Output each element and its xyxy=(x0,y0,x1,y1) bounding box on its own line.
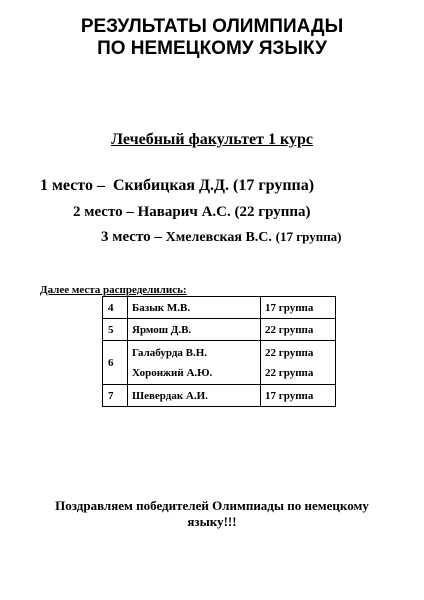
further-places-label: Далее места распределились: xyxy=(40,284,187,296)
name-cell: Ярмош Д.В. xyxy=(128,319,261,341)
name-cell: Базык М.В. xyxy=(128,297,261,319)
table-row xyxy=(103,297,336,319)
group-cell: 17 группа xyxy=(261,297,336,319)
table-row xyxy=(103,385,336,407)
group-cell xyxy=(261,341,336,385)
winner-group: (17 группа) xyxy=(275,229,342,244)
name-cell: Шевердак А.И. xyxy=(128,385,261,407)
winner-name: Скибицкая Д.Д. xyxy=(112,177,230,194)
results-table xyxy=(102,296,336,407)
name-line: Галабурда В.Н. xyxy=(132,346,208,359)
group-cell: 22 группа xyxy=(261,319,336,341)
winner-place: 2 место – xyxy=(73,204,134,220)
group-line: 22 группа xyxy=(265,366,314,379)
table-row xyxy=(103,341,336,385)
winner-second-place xyxy=(73,204,311,221)
congratulations-text: Поздравляем победителей Олимпиады по немецкому языку!!! xyxy=(55,498,369,529)
winner-first-place xyxy=(40,177,314,195)
place-cell: 7 xyxy=(103,385,128,407)
winner-name: Наварич А.С. xyxy=(137,204,231,220)
winner-third-place xyxy=(101,229,342,246)
winner-group: (17 группа) xyxy=(233,177,315,194)
faculty-heading: Лечебный факультет 1 курс xyxy=(111,131,313,148)
place-cell: 4 xyxy=(103,297,128,319)
winner-place: 1 место – xyxy=(40,177,105,194)
place-cell: 5 xyxy=(103,319,128,341)
winner-place: 3 место – xyxy=(101,229,162,245)
table-row xyxy=(103,319,336,341)
winner-name: Хмелевская В.С. xyxy=(165,230,272,245)
place-cell: 6 xyxy=(103,341,128,385)
name-cell xyxy=(128,341,261,385)
group-line: 22 группа xyxy=(265,346,314,359)
page-title-line-1: РЕЗУЛЬТАТЫ ОЛИМПИАДЫ xyxy=(80,16,344,37)
group-cell: 17 группа xyxy=(261,385,336,407)
name-line: Хоронжий А.Ю. xyxy=(132,366,213,379)
winner-group: (22 группа) xyxy=(234,204,311,220)
page-title-line-2: ПО НЕМЕЦКОМУ ЯЗЫКУ xyxy=(97,38,327,59)
